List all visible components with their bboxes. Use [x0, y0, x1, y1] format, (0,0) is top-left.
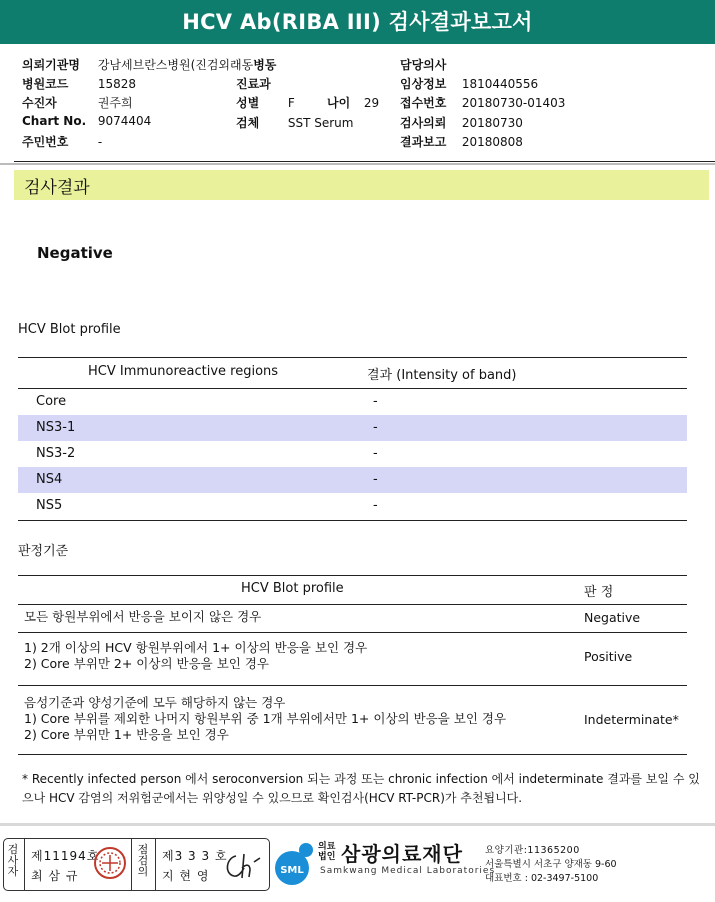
- hospital-code-field: [22, 75, 136, 92]
- age-value: 29: [363, 96, 380, 110]
- criteria-indeterminate-verdict: Indeterminate*: [584, 712, 679, 727]
- logo-badge-text: SML: [280, 865, 304, 876]
- criteria-negative-verdict: Negative: [584, 610, 641, 625]
- signature-divider: [131, 838, 132, 890]
- info-divider: [14, 161, 715, 162]
- region-cell: NS3-1: [36, 420, 76, 435]
- recipient-field: [22, 94, 133, 111]
- intensity-cell: -: [373, 446, 378, 461]
- specimen-field: [236, 114, 353, 131]
- criteria-indeterminate-line2: 1) Core 부위를 제외한 나머지 항원부위 중 1개 부위에서만 1+ 이상의 반응을 보인 경우: [24, 711, 507, 726]
- report-date-field: [400, 133, 523, 150]
- region-cell: NS4: [36, 472, 63, 487]
- criteria-bottom-rule: [18, 754, 687, 755]
- logo-name: 삼광의료재단: [341, 842, 463, 866]
- region-cell: NS3-2: [36, 446, 76, 461]
- intensity-cell: -: [373, 472, 378, 487]
- blot-bottom-rule: [18, 520, 687, 521]
- criteria-row-rule: [18, 685, 687, 686]
- blot-heading: HCV Blot profile: [18, 322, 121, 337]
- region-cell: Core: [36, 394, 67, 409]
- dept-field: [236, 75, 271, 92]
- doctor-field: [400, 56, 458, 73]
- criteria-header-rule: [18, 604, 687, 605]
- checker-label: 점검의: [137, 843, 149, 878]
- sex-field: [236, 94, 295, 111]
- region-cell: NS5: [36, 498, 63, 513]
- tester-license: 제11194호: [31, 849, 100, 863]
- checker-signature-icon: [222, 850, 264, 882]
- info-divider-shadow: [0, 163, 715, 165]
- sex-label: 성별: [236, 96, 260, 110]
- logo-prefix-top: 의료: [318, 842, 336, 852]
- hospital-code-label: 병원코드: [22, 77, 69, 91]
- checker-license: 제3 3 3 호: [162, 849, 228, 863]
- recipient-value: 권주희: [97, 96, 133, 110]
- table-row: [18, 389, 687, 415]
- chart-field: [22, 114, 151, 128]
- institution-address: 서울특별시 서초구 양재동 9-60: [485, 859, 617, 870]
- dept-label: 진료과: [236, 77, 271, 91]
- intensity-cell: -: [373, 394, 378, 409]
- hospital-code-value: 15828: [97, 77, 137, 91]
- criteria-negative-text: 모든 항원부위에서 반응을 보이지 않은 경우: [24, 609, 262, 624]
- criteria-row-rule: [18, 632, 687, 633]
- overall-result: Negative: [37, 244, 113, 262]
- institution-label: 의뢰기관명: [22, 58, 80, 72]
- criteria-indeterminate-line1: 음성기준과 양성기준에 모두 해당하지 않는 경우: [24, 695, 286, 710]
- criteria-positive-verdict: Positive: [584, 649, 633, 664]
- report-value: 20180808: [461, 135, 523, 149]
- resident-field: [22, 133, 102, 150]
- receipt-label: 접수번호: [400, 96, 447, 110]
- chart-label: Chart No.: [22, 114, 87, 128]
- tester-label: 검사자: [7, 843, 19, 878]
- logo-subtitle: Samkwang Medical Laboratories: [320, 866, 496, 876]
- logo-prefix-bottom: 법인: [318, 852, 336, 862]
- institution-field: 의뢰기관명 강남세브란스병원(진검외래동병동: [22, 58, 277, 72]
- tester-seal-icon: [93, 846, 127, 880]
- table-row: [18, 493, 687, 519]
- institution-value: 강남세브란스병원(진검외래동: [97, 58, 254, 72]
- criteria-col2-header: 판 정: [584, 585, 614, 600]
- chart-value: 9074404: [97, 114, 152, 128]
- resident-label: 주민번호: [22, 135, 69, 149]
- request-field: [400, 114, 523, 131]
- clinical-field: [400, 75, 538, 92]
- age-field: [327, 94, 379, 111]
- clinical-label: 임상정보: [400, 77, 447, 91]
- criteria-heading: 판정기준: [18, 544, 69, 559]
- criteria-positive-line2: 2) Core 부위만 2+ 이상의 반응을 보인 경우: [24, 656, 269, 671]
- receipt-value: 20180730-01403: [461, 96, 566, 110]
- table-row: [18, 441, 687, 467]
- report-label: 결과보고: [400, 135, 447, 149]
- section-title: 검사결과: [24, 178, 90, 198]
- checker-name: 지 현 영: [162, 869, 210, 883]
- request-label: 검사의뢰: [400, 116, 447, 130]
- logo-prefix: [318, 842, 335, 862]
- table-row: [18, 467, 687, 493]
- age-label: 나이: [327, 96, 351, 110]
- institution-phone: 대표번호 : 02-3497-5100: [485, 873, 599, 884]
- resident-value: -: [97, 135, 103, 149]
- table-row: [18, 415, 687, 441]
- intensity-cell: -: [373, 498, 378, 513]
- blot-col1-header: HCV Immunoreactive regions: [88, 364, 279, 379]
- signature-divider: [155, 838, 156, 890]
- footnote: * Recently infected person 에서 seroconversion 되는 과정 또는 chronic infection 에서 indeterminate 결과를 보일 수 있으나 HCV 감염의 저위험군에서는 위양성일 수 있으므로 확인검사(HCV RT-PCR)가 추천됩니다.: [22, 772, 700, 805]
- section-bar: [14, 170, 709, 200]
- blot-col2-header: 결과 (Intensity of band): [367, 368, 517, 383]
- institution-code: 요양기관:11365200: [485, 845, 580, 856]
- specimen-value: SST Serum: [287, 116, 354, 130]
- doctor-label: 담당의사: [400, 58, 447, 72]
- clinical-value: 1810440556: [461, 77, 539, 91]
- criteria-indeterminate-line3: 2) Core 부위만 1+ 반응을 보인 경우: [24, 727, 229, 742]
- request-value: 20180730: [461, 116, 523, 130]
- blot-top-rule: [18, 357, 687, 358]
- sml-logo-icon: [271, 840, 317, 888]
- criteria-top-rule: [18, 575, 687, 576]
- recipient-label: 수진자: [22, 96, 57, 110]
- sex-value: F: [287, 96, 295, 110]
- footer-divider: [0, 823, 715, 826]
- specimen-label: 검체: [236, 116, 260, 130]
- signature-divider: [24, 838, 25, 890]
- receipt-field: [400, 94, 565, 111]
- criteria-positive-line1: 1) 2개 이상의 HCV 항원부위에서 1+ 이상의 반응을 보인 경우: [24, 640, 368, 655]
- tester-name: 최 삼 규: [31, 869, 79, 883]
- criteria-col1-header: HCV Blot profile: [241, 581, 344, 596]
- report-title: HCV Ab(RIBA III) 검사결과보고서: [0, 0, 715, 44]
- intensity-cell: -: [373, 420, 378, 435]
